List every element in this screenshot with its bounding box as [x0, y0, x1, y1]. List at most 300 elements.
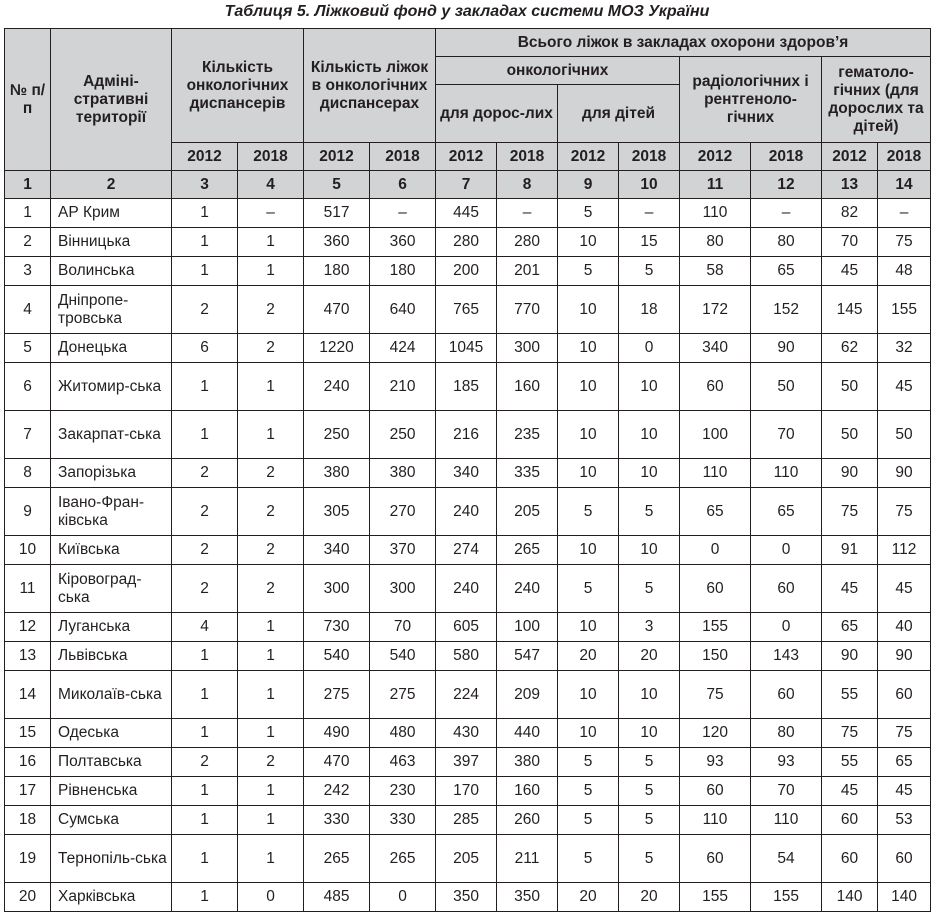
table-cell: 1 — [172, 228, 238, 257]
table-cell: 216 — [436, 411, 497, 459]
table-cell: 155 — [680, 613, 751, 642]
territory-name: Закарпат-ська — [51, 411, 172, 459]
header-column-number: 13 — [822, 171, 878, 199]
territory-name: Донецька — [51, 334, 172, 363]
table-cell: 380 — [370, 459, 436, 488]
table-cell: 605 — [436, 613, 497, 642]
table-cell: 360 — [304, 228, 370, 257]
table-cell: 274 — [436, 536, 497, 565]
table-cell: 90 — [878, 459, 931, 488]
territory-name: Луганська — [51, 613, 172, 642]
territory-name: Полтавська — [51, 748, 172, 777]
table-cell: 5 — [619, 488, 680, 536]
table-cell: 155 — [751, 883, 822, 912]
table-cell: 90 — [822, 642, 878, 671]
territory-name: Львівська — [51, 642, 172, 671]
table-cell: 75 — [680, 671, 751, 719]
row-number: 14 — [5, 671, 51, 719]
table-cell: 480 — [370, 719, 436, 748]
table-row — [5, 777, 931, 806]
table-cell: 2 — [238, 459, 304, 488]
header-year: 2018 — [497, 143, 558, 171]
table-cell: 547 — [497, 642, 558, 671]
table-cell: 112 — [878, 536, 931, 565]
table-header — [5, 29, 931, 199]
table-row — [5, 334, 931, 363]
table-cell: 335 — [497, 459, 558, 488]
bed-fund-table — [4, 28, 931, 912]
header-column-number: 10 — [619, 171, 680, 199]
table-cell: 205 — [497, 488, 558, 536]
table-cell: 100 — [497, 613, 558, 642]
table-cell: 1 — [172, 806, 238, 835]
table-cell: 5 — [619, 257, 680, 286]
territory-name: АР Крим — [51, 199, 172, 228]
table-cell: 65 — [751, 257, 822, 286]
table-cell: 90 — [878, 642, 931, 671]
header-column-number: 5 — [304, 171, 370, 199]
table-row — [5, 748, 931, 777]
header-year: 2018 — [238, 143, 304, 171]
table-cell: 10 — [558, 286, 619, 334]
table-cell: 180 — [304, 257, 370, 286]
table-cell: 1 — [238, 257, 304, 286]
table-cell: 53 — [878, 806, 931, 835]
table-cell: 45 — [878, 777, 931, 806]
table-cell: 270 — [370, 488, 436, 536]
table-row — [5, 671, 931, 719]
table-cell: 201 — [497, 257, 558, 286]
table-cell: 55 — [822, 671, 878, 719]
table-cell: 1045 — [436, 334, 497, 363]
header-beds-in-dispensaries: Кількість ліжок в онкологічних диспансерах — [304, 29, 436, 143]
table-cell: 65 — [822, 613, 878, 642]
table-cell: 140 — [822, 883, 878, 912]
table-cell: 140 — [878, 883, 931, 912]
table-cell: 45 — [822, 565, 878, 613]
territory-name: Рівненська — [51, 777, 172, 806]
table-cell: 0 — [238, 883, 304, 912]
table-cell: 209 — [497, 671, 558, 719]
table-cell: 2 — [238, 748, 304, 777]
table-cell: 240 — [436, 488, 497, 536]
table-title: Таблиця 5. Ліжковий фонд у закладах системи МОЗ України — [224, 3, 710, 20]
table-cell: 6 — [172, 334, 238, 363]
table-cell: 275 — [370, 671, 436, 719]
row-number: 17 — [5, 777, 51, 806]
table-cell: 91 — [822, 536, 878, 565]
table-cell: 2 — [238, 286, 304, 334]
table-cell: 10 — [619, 536, 680, 565]
table-cell: 75 — [878, 719, 931, 748]
table-cell: 10 — [558, 411, 619, 459]
header-column-numbers-row — [5, 171, 931, 199]
table-cell: 330 — [304, 806, 370, 835]
table-cell: 10 — [558, 334, 619, 363]
table-row — [5, 411, 931, 459]
table-cell: 445 — [436, 199, 497, 228]
table-cell: 1 — [172, 257, 238, 286]
territory-name: Волинська — [51, 257, 172, 286]
header-column-number: 14 — [878, 171, 931, 199]
table-cell: 172 — [680, 286, 751, 334]
table-cell: 120 — [680, 719, 751, 748]
table-cell: 1 — [172, 363, 238, 411]
table-cell: – — [238, 199, 304, 228]
table-cell: 250 — [304, 411, 370, 459]
row-number: 11 — [5, 565, 51, 613]
table-cell: 517 — [304, 199, 370, 228]
header-column-number: 1 — [5, 171, 51, 199]
table-cell: 1 — [172, 719, 238, 748]
table-cell: 2 — [172, 748, 238, 777]
table-cell: 10 — [619, 363, 680, 411]
table-cell: 205 — [436, 835, 497, 883]
table-cell: 62 — [822, 334, 878, 363]
table-cell: – — [497, 199, 558, 228]
table-cell: 110 — [751, 806, 822, 835]
table-cell: 240 — [304, 363, 370, 411]
row-number: 10 — [5, 536, 51, 565]
table-cell: 60 — [751, 671, 822, 719]
table-cell: 275 — [304, 671, 370, 719]
table-cell: 2 — [238, 536, 304, 565]
table-cell: 1 — [238, 719, 304, 748]
table-cell: 70 — [751, 777, 822, 806]
table-cell: 2 — [172, 565, 238, 613]
table-cell: 50 — [822, 363, 878, 411]
table-cell: 70 — [822, 228, 878, 257]
table-cell: 1 — [238, 613, 304, 642]
table-cell: 0 — [619, 334, 680, 363]
table-cell: 10 — [558, 613, 619, 642]
table-cell: 1 — [238, 806, 304, 835]
table-cell: 1 — [172, 777, 238, 806]
table-cell: 1 — [172, 411, 238, 459]
table-cell: 180 — [370, 257, 436, 286]
table-cell: 260 — [497, 806, 558, 835]
table-cell: 380 — [497, 748, 558, 777]
territory-name: Київська — [51, 536, 172, 565]
table-cell: 185 — [436, 363, 497, 411]
table-cell: 5 — [558, 806, 619, 835]
table-cell: 0 — [370, 883, 436, 912]
table-cell: 75 — [878, 228, 931, 257]
table-cell: 45 — [822, 777, 878, 806]
table-cell: 0 — [680, 536, 751, 565]
table-cell: 200 — [436, 257, 497, 286]
table-cell: 60 — [751, 565, 822, 613]
table-cell: 5 — [558, 748, 619, 777]
table-cell: 2 — [238, 565, 304, 613]
table-cell: 240 — [436, 565, 497, 613]
row-number: 15 — [5, 719, 51, 748]
table-cell: 265 — [497, 536, 558, 565]
table-cell: 770 — [497, 286, 558, 334]
table-cell: 65 — [878, 748, 931, 777]
table-cell: 20 — [619, 642, 680, 671]
header-column-number: 8 — [497, 171, 558, 199]
header-number: № п/п — [5, 29, 51, 171]
table-cell: 75 — [822, 488, 878, 536]
table-cell: 380 — [304, 459, 370, 488]
table-cell: 490 — [304, 719, 370, 748]
table-cell: 90 — [751, 334, 822, 363]
table-cell: 1 — [238, 642, 304, 671]
header-year: 2018 — [878, 143, 931, 171]
table-cell: 45 — [878, 565, 931, 613]
table-cell: 285 — [436, 806, 497, 835]
table-cell: 60 — [680, 363, 751, 411]
territory-name: Одеська — [51, 719, 172, 748]
table-cell: 60 — [680, 777, 751, 806]
table-cell: 58 — [680, 257, 751, 286]
table-cell: 50 — [878, 411, 931, 459]
table-cell: 20 — [558, 883, 619, 912]
header-column-number: 12 — [751, 171, 822, 199]
territory-name: Запорізька — [51, 459, 172, 488]
table-cell: 340 — [304, 536, 370, 565]
table-cell: 5 — [619, 777, 680, 806]
row-number: 1 — [5, 199, 51, 228]
territory-name: Харківська — [51, 883, 172, 912]
territory-name: Івано-Фран-ківська — [51, 488, 172, 536]
row-number: 9 — [5, 488, 51, 536]
table-cell: 2 — [238, 488, 304, 536]
table-cell: 45 — [822, 257, 878, 286]
table-cell: 60 — [822, 806, 878, 835]
row-number: 6 — [5, 363, 51, 411]
table-cell: 60 — [680, 835, 751, 883]
header-for-children: для дітей — [558, 85, 680, 143]
header-year: 2018 — [619, 143, 680, 171]
table-cell: 1 — [238, 228, 304, 257]
header-radiological: радіологічних і рентгеноло-гічних — [680, 57, 822, 143]
table-cell: 430 — [436, 719, 497, 748]
table-cell: – — [370, 199, 436, 228]
table-cell: 470 — [304, 286, 370, 334]
header-year: 2012 — [558, 143, 619, 171]
table-body — [5, 199, 931, 912]
table-cell: 242 — [304, 777, 370, 806]
header-hematological: гематоло-гічних (для дорослих та дітей) — [822, 57, 931, 143]
table-cell: 580 — [436, 642, 497, 671]
table-cell: 80 — [680, 228, 751, 257]
table-cell: 1220 — [304, 334, 370, 363]
table-cell: 90 — [822, 459, 878, 488]
table-cell: 463 — [370, 748, 436, 777]
table-row — [5, 536, 931, 565]
table-cell: 0 — [751, 536, 822, 565]
table-row — [5, 613, 931, 642]
table-cell: 40 — [878, 613, 931, 642]
table-row — [5, 459, 931, 488]
table-cell: 2 — [238, 334, 304, 363]
table-cell: 5 — [558, 257, 619, 286]
table-cell: – — [878, 199, 931, 228]
table-cell: 340 — [680, 334, 751, 363]
header-column-number: 7 — [436, 171, 497, 199]
table-cell: 5 — [619, 835, 680, 883]
table-cell: 224 — [436, 671, 497, 719]
table-cell: 340 — [436, 459, 497, 488]
table-cell: – — [619, 199, 680, 228]
territory-name: Вінницька — [51, 228, 172, 257]
table-row — [5, 228, 931, 257]
table-cell: 2 — [172, 286, 238, 334]
table-cell: 110 — [751, 459, 822, 488]
header-column-number: 6 — [370, 171, 436, 199]
table-cell: 10 — [558, 719, 619, 748]
table-cell: 1 — [238, 411, 304, 459]
header-column-number: 9 — [558, 171, 619, 199]
table-cell: 305 — [304, 488, 370, 536]
territory-name: Сумська — [51, 806, 172, 835]
table-cell: 10 — [558, 671, 619, 719]
header-for-adults: для дорос-лих — [436, 85, 558, 143]
row-number: 5 — [5, 334, 51, 363]
header-year: 2012 — [680, 143, 751, 171]
table-cell: 10 — [558, 459, 619, 488]
table-row — [5, 806, 931, 835]
header-year: 2012 — [172, 143, 238, 171]
table-cell: 82 — [822, 199, 878, 228]
header-year: 2018 — [751, 143, 822, 171]
table-cell: 765 — [436, 286, 497, 334]
territory-name: Дніпропе-тровська — [51, 286, 172, 334]
header-column-number: 3 — [172, 171, 238, 199]
table-cell: 210 — [370, 363, 436, 411]
table-cell: – — [751, 199, 822, 228]
territory-name: Тернопіль-ська — [51, 835, 172, 883]
header-column-number: 4 — [238, 171, 304, 199]
table-cell: 5 — [558, 565, 619, 613]
table-cell: 70 — [370, 613, 436, 642]
table-cell: 60 — [878, 835, 931, 883]
header-year: 2012 — [304, 143, 370, 171]
row-number: 3 — [5, 257, 51, 286]
table-cell: 1 — [238, 671, 304, 719]
table-cell: 20 — [558, 642, 619, 671]
table-cell: 60 — [680, 565, 751, 613]
table-cell: 10 — [619, 459, 680, 488]
header-year: 2012 — [822, 143, 878, 171]
table-cell: 280 — [436, 228, 497, 257]
row-number: 13 — [5, 642, 51, 671]
row-number: 7 — [5, 411, 51, 459]
table-cell: 75 — [878, 488, 931, 536]
table-cell: 540 — [304, 642, 370, 671]
table-cell: 20 — [619, 883, 680, 912]
header-column-number: 11 — [680, 171, 751, 199]
row-number: 2 — [5, 228, 51, 257]
table-cell: 10 — [619, 411, 680, 459]
table-cell: 143 — [751, 642, 822, 671]
table-row — [5, 488, 931, 536]
table-cell: 5 — [558, 488, 619, 536]
table-cell: 18 — [619, 286, 680, 334]
territory-name: Житомир-ська — [51, 363, 172, 411]
table-cell: 265 — [304, 835, 370, 883]
table-cell: 65 — [680, 488, 751, 536]
table-cell: 730 — [304, 613, 370, 642]
table-cell: 65 — [751, 488, 822, 536]
table-cell: 170 — [436, 777, 497, 806]
table-cell: 5 — [558, 777, 619, 806]
table-cell: 10 — [558, 536, 619, 565]
table-cell: 250 — [370, 411, 436, 459]
table-cell: 230 — [370, 777, 436, 806]
table-row — [5, 719, 931, 748]
table-cell: 60 — [878, 671, 931, 719]
table-cell: 80 — [751, 719, 822, 748]
row-number: 16 — [5, 748, 51, 777]
table-cell: 15 — [619, 228, 680, 257]
table-cell: 5 — [619, 565, 680, 613]
table-cell: 1 — [172, 642, 238, 671]
table-cell: 1 — [172, 671, 238, 719]
table-cell: 300 — [304, 565, 370, 613]
table-cell: 300 — [497, 334, 558, 363]
table-row — [5, 883, 931, 912]
table-cell: 300 — [370, 565, 436, 613]
table-cell: 70 — [751, 411, 822, 459]
table-row — [5, 642, 931, 671]
table-cell: 100 — [680, 411, 751, 459]
table-cell: 360 — [370, 228, 436, 257]
table-cell: 93 — [680, 748, 751, 777]
header-year: 2012 — [436, 143, 497, 171]
table-cell: 3 — [619, 613, 680, 642]
header-total-beds: Всього ліжок в закладах охорони здоров’я — [436, 29, 931, 57]
table-cell: 280 — [497, 228, 558, 257]
table-cell: 240 — [497, 565, 558, 613]
header-territory: Адміні-стративні території — [51, 29, 172, 171]
table-cell: 75 — [822, 719, 878, 748]
table-cell: 1 — [238, 835, 304, 883]
table-cell: 1 — [238, 363, 304, 411]
table-cell: 1 — [238, 777, 304, 806]
table-cell: 110 — [680, 199, 751, 228]
territory-name: Миколаїв-ська — [51, 671, 172, 719]
territory-name: Кіровоград-ська — [51, 565, 172, 613]
table-cell: 540 — [370, 642, 436, 671]
table-cell: 80 — [751, 228, 822, 257]
table-cell: 1 — [172, 883, 238, 912]
row-number: 20 — [5, 883, 51, 912]
table-cell: 2 — [172, 488, 238, 536]
header-column-number: 2 — [51, 171, 172, 199]
table-cell: 55 — [822, 748, 878, 777]
table-cell: 424 — [370, 334, 436, 363]
table-cell: 110 — [680, 459, 751, 488]
table-cell: 160 — [497, 777, 558, 806]
table-cell: 10 — [558, 228, 619, 257]
table-cell: 10 — [619, 671, 680, 719]
table-cell: 45 — [878, 363, 931, 411]
table-cell: 350 — [497, 883, 558, 912]
table-row — [5, 363, 931, 411]
table-cell: 93 — [751, 748, 822, 777]
table-cell: 155 — [878, 286, 931, 334]
table-cell: 4 — [172, 613, 238, 642]
table-cell: 640 — [370, 286, 436, 334]
row-number: 8 — [5, 459, 51, 488]
table-cell: 10 — [558, 363, 619, 411]
table-cell: 265 — [370, 835, 436, 883]
table-cell: 330 — [370, 806, 436, 835]
table-cell: 155 — [680, 883, 751, 912]
